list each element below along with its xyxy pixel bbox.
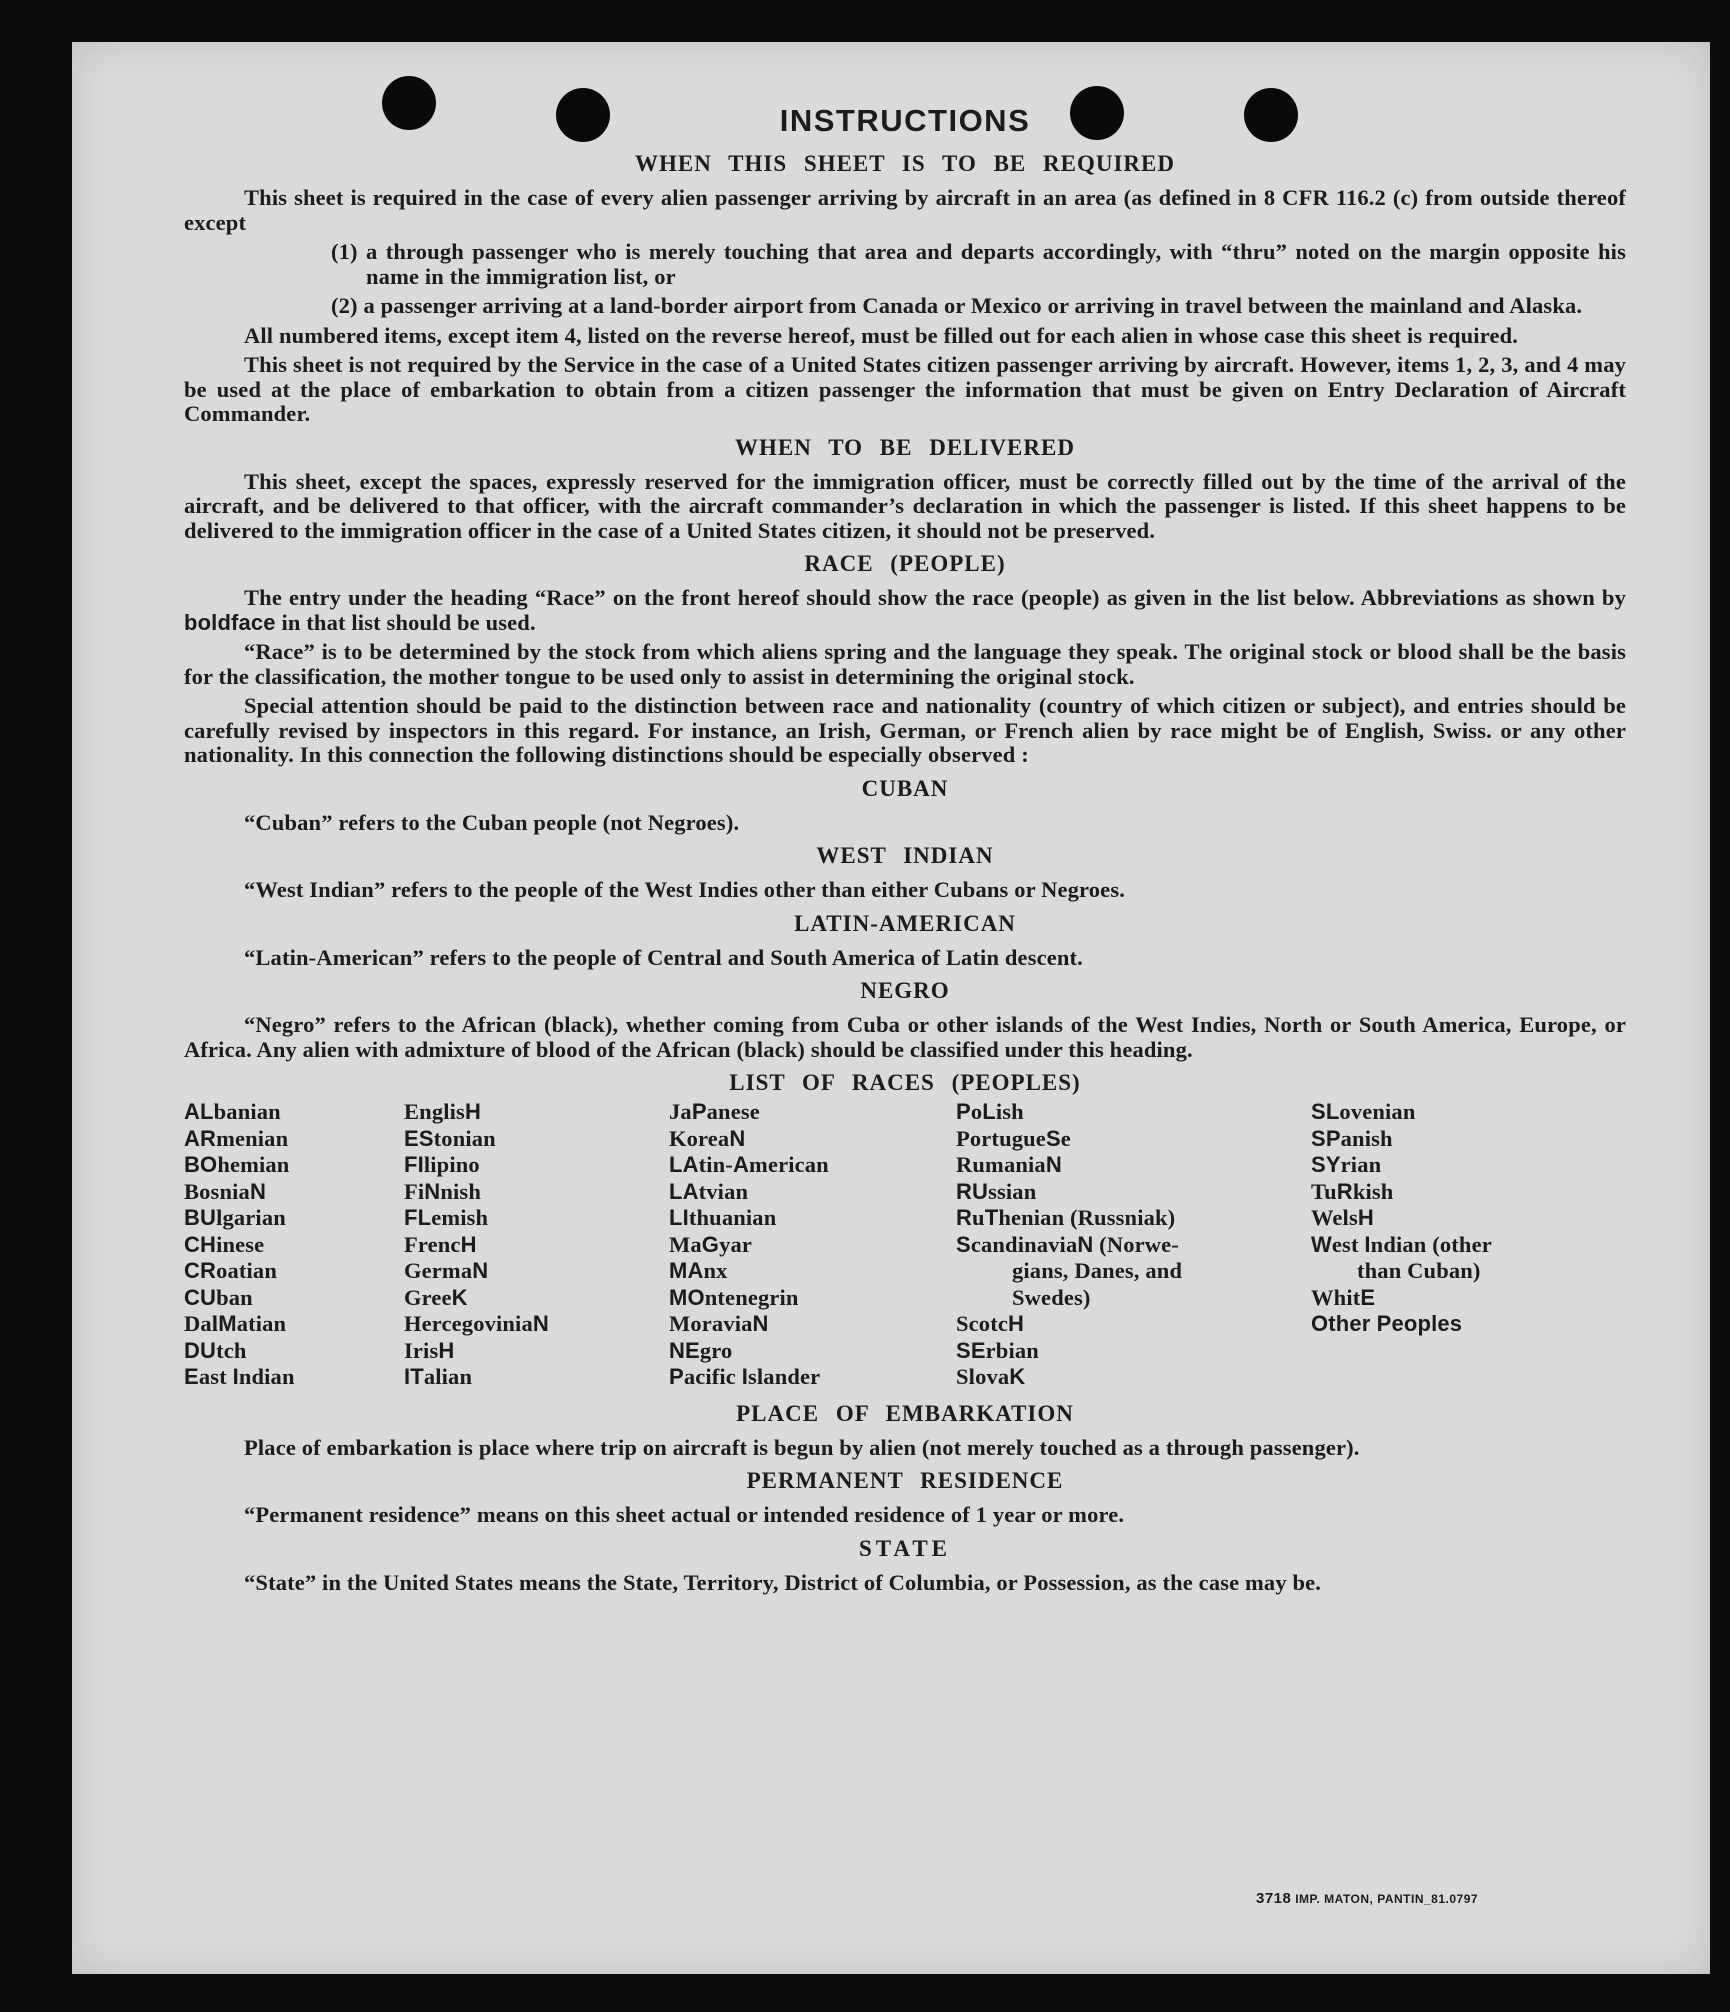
race-column [669, 1099, 956, 1391]
race-entry: LAtin-American [669, 1152, 829, 1177]
heading-embarkation: PLACE OF EMBARKATION [736, 1400, 1074, 1426]
form-number: 3718 [1256, 1890, 1292, 1907]
race-entry: PoLish [956, 1099, 1024, 1124]
paragraph: The entry under the heading “Race” on the front hereof should show the race (people) as given in the list below. Abbreviations as shown by boldface in that list should be used. [184, 585, 1626, 635]
heading-west-indian: WEST INDIAN [816, 843, 994, 868]
race-entry: JaPanese [669, 1099, 760, 1124]
race-entry: CHinese [184, 1231, 265, 1257]
race-entry: SYrian [1311, 1152, 1382, 1177]
race-entry: SlovaK [956, 1364, 1026, 1389]
race-entry: BosniaN [184, 1178, 266, 1204]
race-entry: BOhemian [184, 1152, 290, 1177]
race-entry: MAnx [669, 1258, 728, 1283]
race-entry: MoraviaN [669, 1311, 769, 1336]
race-column [184, 1099, 404, 1391]
race-entry: West Indian (other [1311, 1231, 1492, 1257]
race-entry: CUban [184, 1284, 253, 1310]
race-entry: DUtch [184, 1337, 247, 1363]
heading-cuban: CUBAN [861, 775, 949, 801]
heading-when-required: WHEN THIS SHEET IS TO BE REQUIRED [635, 151, 1175, 176]
race-entry: ScotcH [956, 1311, 1025, 1336]
paragraph: “Race” is to be determined by the stock from which aliens spring and the language they speak. The original stock or blood shall be the basis for the classification, the mother tongue to be used only to assist in determining the original stock. [184, 639, 1626, 689]
race-entry: NEgro [669, 1337, 733, 1363]
race-column [956, 1099, 1311, 1391]
race-list [184, 1099, 1626, 1391]
heading-latin-american: LATIN-AMERICAN [794, 910, 1016, 936]
list-item: (2) a passenger arriving at a land-border airport from Canada or Mexico or arriving in travel between the mainland and Alaska. [331, 293, 1583, 318]
paragraph: “Negro” refers to the African (black), whether coming from Cuba or other islands of the West Indies, North or South America, Europe, or Africa. Any alien with admixture of blood of the African (black) should be classified under this heading. [184, 1012, 1626, 1062]
race-entry: ALbanian [184, 1099, 281, 1124]
heading-permanent-residence: PERMANENT RESIDENCE [746, 1468, 1064, 1493]
race-entry: LAtvian [669, 1178, 749, 1204]
race-entry: CRoatian [184, 1258, 277, 1283]
race-entry: SErbian [956, 1337, 1039, 1363]
race-entry: GreeK [404, 1284, 468, 1310]
page-title: INSTRUCTIONS [779, 103, 1031, 138]
race-entry: FiNnish [404, 1178, 481, 1204]
race-entry: FIlipino [404, 1152, 480, 1177]
race-entry: ITalian [404, 1364, 473, 1389]
paragraph: All numbered items, except item 4, listed on the reverse hereof, must be filled out for each alien in whose case this sheet is required. [244, 322, 1519, 348]
race-entry: ARmenian [184, 1125, 289, 1151]
paragraph: “State” in the United States means the State, Territory, District of Columbia, or Possession, as the case may be. [244, 1569, 1322, 1595]
document-sheet [72, 42, 1710, 1974]
race-entry: LIthuanian [669, 1205, 777, 1230]
form-footer [1256, 1890, 1478, 1907]
document-body [184, 104, 1626, 1600]
race-entry: WelsH [1311, 1205, 1374, 1230]
paragraph: This sheet, except the spaces, expressly reserved for the immigration officer, must be correctly filled out by the time of the arrival of the aircraft, and be delivered to that officer, with the aircraft commander’s declaration in which the passenger is listed. If this sheet happens to be delivered to the immigration officer in the case of a United States citizen, it should not be preserved. [184, 468, 1626, 543]
race-entry: PortugueSe [956, 1125, 1071, 1151]
paragraph: “Latin-American” refers to the people of Central and South America of Latin descent. [244, 944, 1083, 970]
heading-state: STATE [858, 1535, 951, 1561]
race-entry: than Cuban) [1357, 1258, 1481, 1283]
race-entry: SPanish [1311, 1125, 1393, 1151]
race-column [404, 1099, 669, 1391]
race-entry: GermaN [404, 1258, 489, 1283]
race-entry: MOntenegrin [669, 1284, 799, 1310]
race-entry: HercegoviniaN [404, 1311, 549, 1336]
heading-list-of-races: LIST OF RACES (PEOPLES) [729, 1070, 1081, 1095]
race-entry: KoreaN [669, 1125, 746, 1151]
race-entry: Other Peoples [1311, 1311, 1463, 1336]
race-entry: East Indian [184, 1364, 295, 1389]
heading-negro: NEGRO [860, 978, 950, 1003]
race-entry: FLemish [404, 1205, 489, 1230]
paragraph: “Permanent residence” means on this sheet actual or intended residence of 1 year or more. [244, 1502, 1125, 1527]
paragraph: Special attention should be paid to the distinction between race and nationality (country of which citizen or subject), and entries should be carefully revised by inspectors in this regard. For instance, an Irish, German, or French alien by race might be of English, Swiss. or any other nationality. In this connection the following distinctions should be especially observed : [184, 693, 1626, 767]
race-entry: Pacific Islander [669, 1364, 821, 1389]
race-entry: DalMatian [184, 1311, 287, 1336]
race-entry: gians, Danes, and [1012, 1258, 1183, 1283]
heading-when-delivered: WHEN TO BE DELIVERED [735, 434, 1075, 460]
heading-race: RACE (PEOPLE) [804, 551, 1006, 576]
race-entry: Swedes) [1012, 1284, 1091, 1310]
race-entry: RumaniaN [956, 1152, 1062, 1177]
paragraph: This sheet is required in the case of every alien passenger arriving by aircraft in an area (as defined in 8 CFR 116.2 (c) from outside thereof except [184, 185, 1626, 235]
printer-imprint: IMP. MATON, PANTIN_81.0797 [1295, 1892, 1479, 1906]
paragraph: This sheet is not required by the Service in the case of a United States citizen passenger arriving by aircraft. However, items 1, 2, 3, and 4 may be used at the place of embarkation to obtain from a citizen passenger the information that must be given on Entry Declaration of Aircraft Commander. [184, 352, 1626, 426]
race-entry: IrisH [404, 1337, 455, 1363]
race-entry: SLovenian [1311, 1099, 1416, 1124]
paragraph: “Cuban” refers to the Cuban people (not Negroes). [244, 809, 740, 835]
race-entry: EStonian [404, 1125, 496, 1151]
race-entry: RuThenian (Russniak) [956, 1205, 1176, 1230]
race-entry: EnglisH [404, 1099, 481, 1124]
race-entry: WhitE [1311, 1284, 1376, 1310]
paragraph: Place of embarkation is place where trip on aircraft is begun by alien (not merely touched as a through passenger). [244, 1434, 1360, 1460]
paragraph: “West Indian” refers to the people of the West Indies other than either Cubans or Negroes. [244, 877, 1126, 902]
race-entry: FrencH [404, 1231, 477, 1257]
race-entry: RUssian [956, 1178, 1037, 1204]
race-entry: TuRkish [1311, 1178, 1394, 1204]
race-column [1311, 1099, 1611, 1391]
race-entry: BUlgarian [184, 1205, 286, 1230]
race-entry: MaGyar [669, 1231, 752, 1257]
list-item: (1) a through passenger who is merely touching that area and departs accordingly, with “thru” noted on the margin opposite his name in the immigration list, or [331, 239, 1626, 289]
race-entry: ScandinaviaN (Norwe- [956, 1231, 1179, 1257]
